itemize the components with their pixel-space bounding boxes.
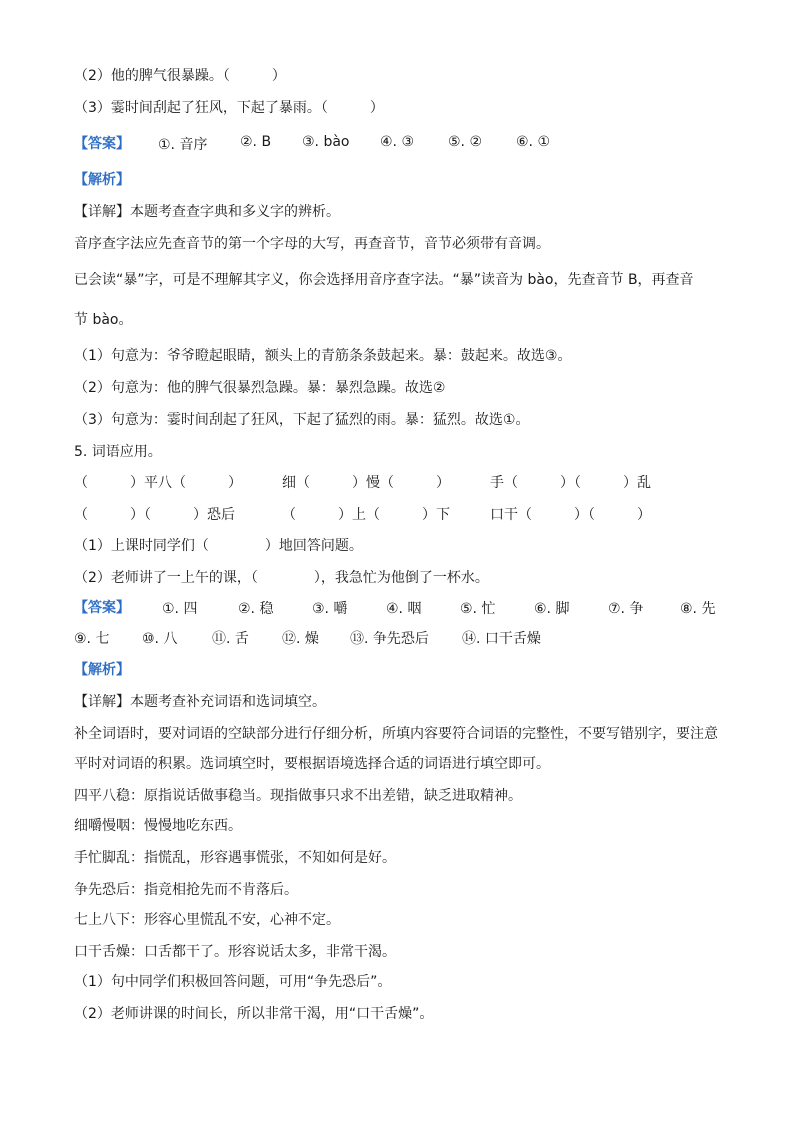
blank-phrase: （ ）上（ ）下 [282, 507, 450, 523]
top-question-2: （2）他的脾气很暴躁。（ ） [74, 68, 286, 84]
question-5-title: 5. 词语应用。 [74, 444, 162, 460]
blank-phrase: 细（ ）慢（ ） [282, 475, 450, 491]
sentence-2: （2）老师讲了一上午的课，（ ），我急忙为他倒了一杯水。 [74, 570, 489, 586]
answer-item: ②. B [240, 134, 272, 150]
paragraph: 平时对词语的积累。选词填空时，要根据语境选择合适的词语进行填空即可。 [74, 756, 550, 772]
answer-item: ⑬. 争先恐后 [350, 631, 429, 647]
answer-item: ⑦. 争 [608, 601, 644, 617]
paragraph: 音序查字法应先查音节的第一个字母的大写，再查音节，音节必须带有音调。 [74, 236, 550, 252]
blank-phrase: （ ）平八（ ） [74, 475, 242, 491]
answer-item: ②. 稳 [238, 601, 274, 617]
detail-line: 【详解】本题考查查字典和多义字的辨析。 [74, 204, 340, 220]
paragraph: 补全词语时，要对词语的空缺部分进行仔细分析，所填内容要符合词语的完整性，不要写错别字，要注意 [74, 726, 718, 742]
explain-line: （2）老师讲课的时间长，所以非常干渴，用“口干舌燥”。 [74, 1006, 434, 1022]
definition-line: 争先恐后：指竞相抢先而不肯落后。 [74, 882, 298, 898]
answer-item: ④. 咽 [386, 601, 422, 617]
answer-item: ③. bào [302, 134, 350, 150]
paragraph: 已会读“暴”字，可是不理解其字义，你会选择用音序查字法。“暴”读音为 bào，先查音节 B，再查音 [74, 272, 694, 288]
explain-line: （2）句意为：他的脾气很暴烈急躁。暴：暴烈急躁。故选② [74, 380, 446, 396]
answer-item: ⑩. 八 [142, 631, 178, 647]
answer-item: ⑨. 七 [74, 631, 110, 647]
answer-item: ⑥. 脚 [534, 601, 570, 617]
analysis-label-2: 【解析】 [74, 662, 130, 678]
answer-item: ①. 音序 [158, 137, 208, 153]
answer-label-2: 【答案】 [74, 600, 130, 616]
answer-item: ①. 四 [162, 601, 198, 617]
sentence-1: （1）上课时同学们（ ）地回答问题。 [74, 538, 363, 554]
answer-item: ⑫. 燥 [282, 631, 319, 647]
answer-label-1: 【答案】 [74, 136, 130, 152]
blank-phrase: （ ）（ ）恐后 [74, 507, 235, 523]
answer-item: ⑭. 口干舌燥 [462, 631, 541, 647]
answer-item: ⑤. 忙 [460, 601, 496, 617]
paragraph: 节 bào。 [74, 312, 133, 328]
blank-phrase: 手（ ）（ ）乱 [490, 475, 651, 491]
top-question-3: （3）霎时间刮起了狂风，下起了暴雨。（ ） [74, 100, 384, 116]
answer-item: ⑪. 舌 [212, 631, 249, 647]
definition-line: 细嚼慢咽：慢慢地吃东西。 [74, 818, 242, 834]
analysis-label-1: 【解析】 [74, 172, 130, 188]
detail-line: 【详解】本题考查补充词语和选词填空。 [74, 694, 326, 710]
explain-line: （1）句中同学们积极回答问题，可用“争先恐后”。 [74, 974, 392, 990]
answer-item: ⑤. ② [448, 134, 483, 150]
blank-phrase: 口干（ ）（ ） [490, 507, 651, 523]
answer-item: ⑥. ① [516, 134, 551, 150]
definition-line: 口干舌燥：口舌都干了。形容说话太多，非常干渴。 [74, 944, 396, 960]
answer-item: ⑧. 先 [680, 601, 716, 617]
answer-item: ③. 嚼 [312, 601, 348, 617]
explain-line: （1）句意为：爷爷瞪起眼睛，额头上的青筋条条鼓起来。暴：鼓起来。故选③。 [74, 348, 572, 364]
definition-line: 四平八稳：原指说话做事稳当。现指做事只求不出差错，缺乏进取精神。 [74, 788, 522, 804]
answer-item: ④. ③ [380, 134, 415, 150]
definition-line: 手忙脚乱：指慌乱，形容遇事慌张，不知如何是好。 [74, 850, 396, 866]
explain-line: （3）句意为：霎时间刮起了狂风，下起了猛烈的雨。暴：猛烈。故选①。 [74, 412, 530, 428]
definition-line: 七上八下：形容心里慌乱不安，心神不定。 [74, 912, 340, 928]
